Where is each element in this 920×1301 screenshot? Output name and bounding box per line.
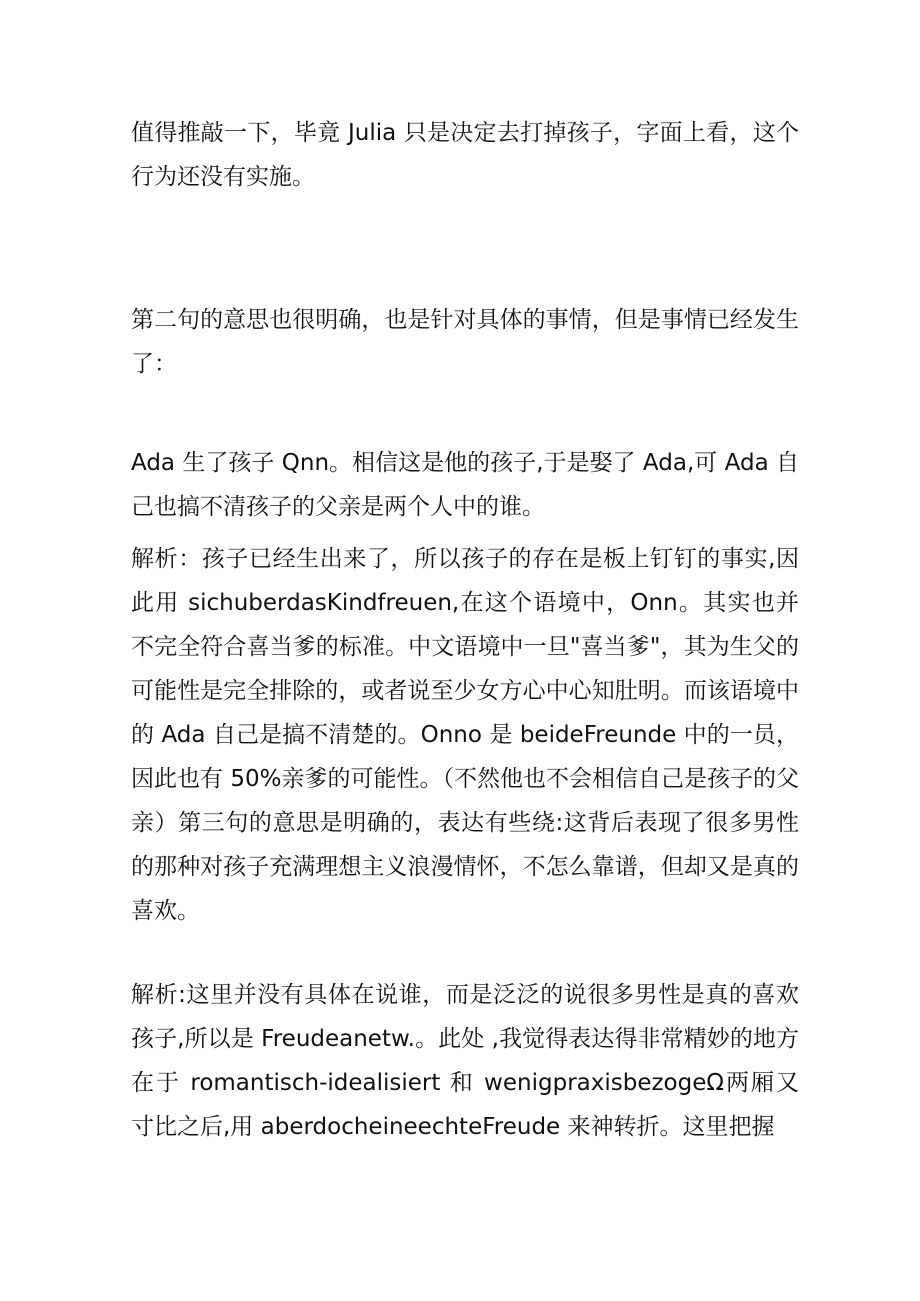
paragraph-ada-example: Ada 生了孩子 Qnn。相信这是他的孩子,于是娶了 Ada,可 Ada 自己也搞不清孩子的父亲是两个人中的谁。 — [131, 450, 799, 520]
paragraph-julia-note: 值得推敲一下，毕竟 Julia 只是决定去打掉孩子，字面上看，这个行为还没有实施。 — [131, 120, 799, 190]
paragraph-analysis-one: 解析：孩子已经生出来了，所以孩子的存在是板上钉钉的事实,因此用 sichuberdasKindfreuen,在这个语境中，Onn。其实也并不完全符合喜当爹的标准。中文语境中一旦"喜当爹"，其为生父的可能性是完全排除的，或者说至少女方心中心知肚明。而该语境中的 Ada 自己是搞不清楚的。Onno 是 beideFreunde 中的一员，因此也有 50%亲爹的可能性。（不然他也不会相信自己是孩子的父亲）第三句的意思是明确的，表达有些绕:这背后表现了很多男性的那种对孩子充满理想主义浪漫情怀，不怎么靠谱，但却又是真的喜欢。 — [131, 546, 799, 924]
paragraph-analysis-two: 解析:这里并没有具体在说谁，而是泛泛的说很多男性是真的喜欢孩子,所以是 Freudeanetw.。此处 ,我觉得表达得非常精妙的地方在于 romantisch-idealisiert 和 wenigpraxisbezogeΩ两厢又寸比之后,用 aberdocheineechteFreude 来神转折。这里把握 — [131, 982, 799, 1140]
paragraph-second-sentence-intro: 第二句的意思也很明确，也是针对具体的事情，但是事情已经发生了： — [131, 307, 799, 377]
